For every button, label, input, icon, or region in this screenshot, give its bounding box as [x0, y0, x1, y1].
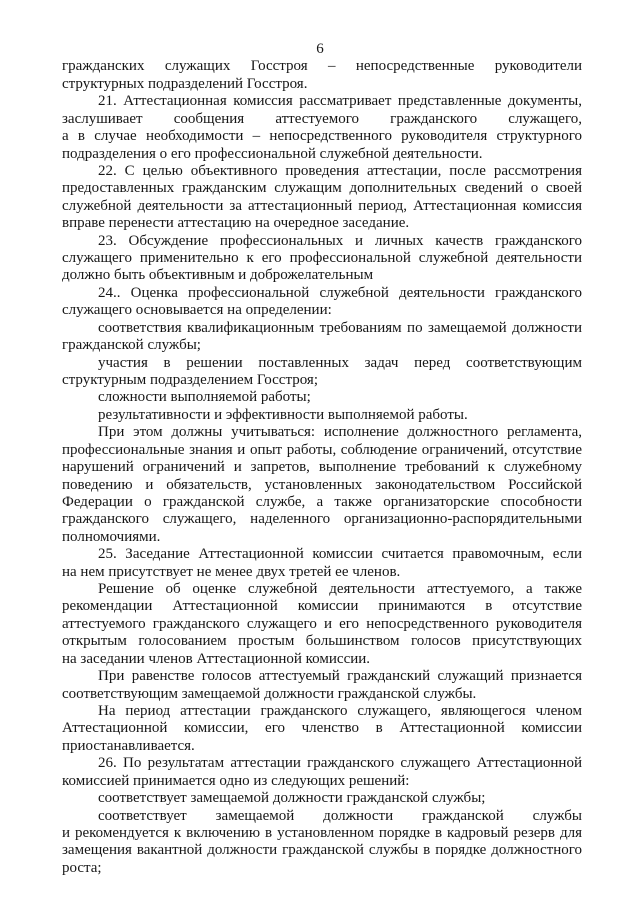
text-line: служебной деятельности за аттестационный период, Аттестационная комиссия	[62, 197, 582, 214]
text-line: рекомендации Аттестационной комиссии принимаются в отсутствие	[62, 598, 582, 615]
tie-vote-paragraph	[62, 668, 582, 703]
text-line: 24.. Оценка профессиональной служебной деятельности гражданского	[98, 284, 582, 301]
text-line: сложности выполняемой работы;	[98, 389, 311, 406]
clause-23	[62, 233, 582, 285]
text-line: 22. С целью объективного проведения аттестации, после рассмотрения	[98, 162, 582, 179]
criterion-qualification	[62, 320, 582, 355]
text-line: гражданских служащих Госстроя – непосредственные руководители	[62, 58, 582, 75]
text-line: поведению и обязательств, установленных законодательством Российской	[62, 476, 582, 493]
text-line: замещения вакантной должности гражданской службы в порядке должностного	[62, 842, 582, 859]
clause-25	[62, 546, 582, 581]
text-line: вправе перенести аттестацию на очередное заседание.	[62, 215, 410, 232]
text-line: 26. По результатам аттестации гражданского служащего Аттестационной	[98, 755, 582, 772]
text-line: заслушивает сообщения аттестуемого гражданского служащего,	[62, 110, 582, 127]
text-line: подразделения о его профессиональной служебной деятельности.	[62, 145, 483, 162]
text-line: При этом должны учитываться: исполнение должностного регламента,	[98, 424, 582, 441]
criterion-task-participation	[62, 355, 582, 390]
text-line: Решение об оценке служебной деятельности аттестуемого, а также	[98, 581, 582, 598]
text-line: соответствующим замещаемой должности гражданской службы.	[62, 685, 477, 702]
decision-procedure-paragraph	[62, 581, 582, 668]
text-line: Аттестационной комиссии, его членство в Аттестационной комиссии	[62, 720, 582, 737]
text-line: 21. Аттестационная комиссия рассматривает представленные документы,	[98, 93, 582, 110]
text-line: 25. Заседание Аттестационной комиссии считается правомочным, если	[98, 546, 582, 563]
text-line: предоставленных гражданским служащим дополнительных сведений о своей	[62, 180, 582, 197]
text-line: соответствует замещаемой должности гражданской службы;	[98, 790, 486, 807]
result-option-compliant-reserve	[62, 808, 582, 878]
text-line: соответствия квалификационным требованиям по замещаемой должности	[98, 319, 582, 336]
clause-22	[62, 163, 582, 233]
text-line: должно быть объективным и доброжелательным	[62, 267, 374, 284]
text-line: аттестуемого гражданского служащего и его непосредственного руководителя	[62, 615, 582, 632]
criterion-work-complexity	[62, 389, 582, 406]
text-line: гражданского служащего, наделенного организационно-распорядительными	[62, 511, 582, 528]
page-number: 6	[316, 41, 324, 58]
member-suspension-paragraph	[62, 703, 582, 755]
text-line: комиссией принимается одно из следующих решений:	[62, 772, 410, 789]
text-line: 23. Обсуждение профессиональных и личных качеств гражданского	[98, 232, 582, 249]
document-text-body	[62, 58, 582, 877]
text-line: приостанавливается.	[62, 737, 195, 754]
evaluation-factors-paragraph	[62, 424, 582, 546]
text-line: а в случае необходимости – непосредственного руководителя структурного	[62, 128, 582, 145]
text-line: нарушений ограничений и запретов, выполнение требований к служебному	[62, 459, 582, 476]
text-line: структурных подразделений Госстроя.	[62, 75, 308, 92]
text-line: профессиональные знания и опыт работы, соблюдение ограничений, отсутствие	[62, 441, 582, 458]
text-line: и рекомендуется к включению в установленном порядке в кадровый резерв для	[62, 824, 582, 841]
text-line: структурным подразделением Госстроя;	[62, 371, 318, 388]
text-line: Федерации о гражданской службе, а также организаторские способности	[62, 493, 582, 510]
text-line: результативности и эффективности выполняемой работы.	[98, 406, 468, 423]
text-line: роста;	[62, 859, 102, 876]
text-line: При равенстве голосов аттестуемый гражданский служащий признается	[98, 668, 582, 685]
result-option-compliant	[62, 790, 582, 807]
paragraph-continuation	[62, 58, 582, 93]
text-line: полномочиями.	[62, 528, 161, 545]
clause-21	[62, 93, 582, 163]
text-line: На период аттестации гражданского служащего, являющегося членом	[98, 703, 582, 719]
text-line: участия в решении поставленных задач перед соответствующим	[98, 354, 582, 371]
text-line: на нем присутствует не менее двух третей ее членов.	[62, 563, 401, 580]
clause-24	[62, 285, 582, 320]
criterion-work-effectiveness	[62, 407, 582, 424]
text-line: служащего основывается на определении:	[62, 302, 332, 319]
text-line: на заседании членов Аттестационной комиссии.	[62, 650, 371, 667]
text-line: соответствует замещаемой должности гражданской службы	[98, 807, 582, 824]
text-line: гражданской службы;	[62, 337, 201, 354]
text-line: служащего применительно к его профессиональной служебной деятельности	[62, 250, 582, 267]
clause-26	[62, 755, 582, 790]
text-line: открытым голосованием простым большинством голосов присутствующих	[62, 633, 582, 650]
